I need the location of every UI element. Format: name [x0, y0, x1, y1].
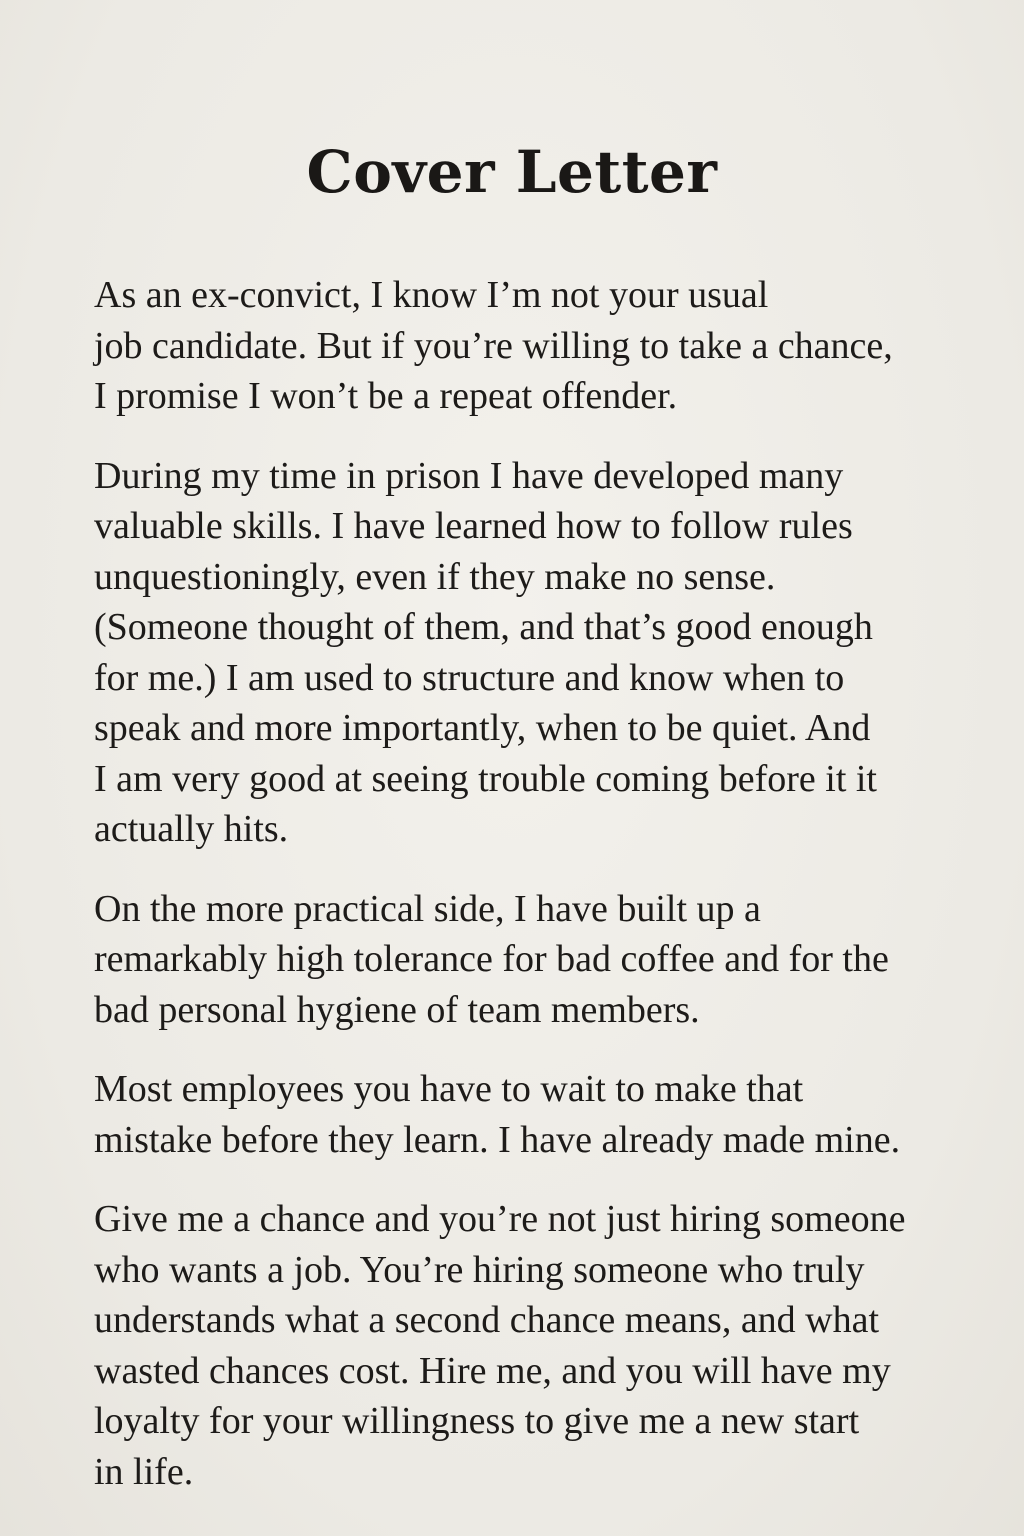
text-line: On the more practical side, I have built up a [94, 887, 761, 930]
text-line: for me.) I am used to structure and know when to [94, 656, 845, 699]
text-line: valuable skills. I have learned how to follow rules [94, 505, 853, 547]
paragraph-2 [94, 451, 969, 855]
text-line: unquestioningly, even if they make no sense. [94, 555, 776, 598]
text-line: wasted chances cost. Hire me, and you will have my [94, 1349, 891, 1392]
text-line: I promise I won’t be a repeat offender. [94, 375, 678, 417]
paragraph-5 [94, 1194, 969, 1497]
text-line: Give me a chance and you’re not just hiring someone [94, 1198, 906, 1240]
text-line: job candidate. But if you’re willing to take a chance, [94, 324, 893, 367]
text-line: Most employees you have to wait to make that [94, 1068, 804, 1110]
text-line: During my time in prison I have developed many [94, 454, 844, 497]
paragraph-1 [94, 270, 969, 422]
text-line: understands what a second chance means, and what [94, 1299, 880, 1341]
document-title: Cover Letter [306, 138, 718, 206]
paragraph-4 [94, 1064, 969, 1165]
text-line: speak and more importantly, when to be quiet. And [94, 707, 871, 749]
text-line: who wants a job. You’re hiring someone who truly [94, 1248, 865, 1291]
text-line: mistake before they learn. I have already made mine. [94, 1118, 901, 1161]
text-line: in life. [94, 1450, 194, 1493]
text-line: As an ex-convict, I know I’m not your usual [94, 274, 769, 316]
paragraph-3 [94, 884, 969, 1036]
letter-body [94, 270, 969, 1526]
text-line: actually hits. [94, 808, 289, 850]
text-line: (Someone thought of them, and that’s good enough [94, 606, 873, 648]
text-line: bad personal hygiene of team members. [94, 988, 700, 1031]
text-line: loyalty for your willingness to give me a new start [94, 1400, 860, 1442]
text-line: remarkably high tolerance for bad coffee and for the [94, 938, 889, 980]
text-line: I am very good at seeing trouble coming before it it [94, 757, 877, 800]
